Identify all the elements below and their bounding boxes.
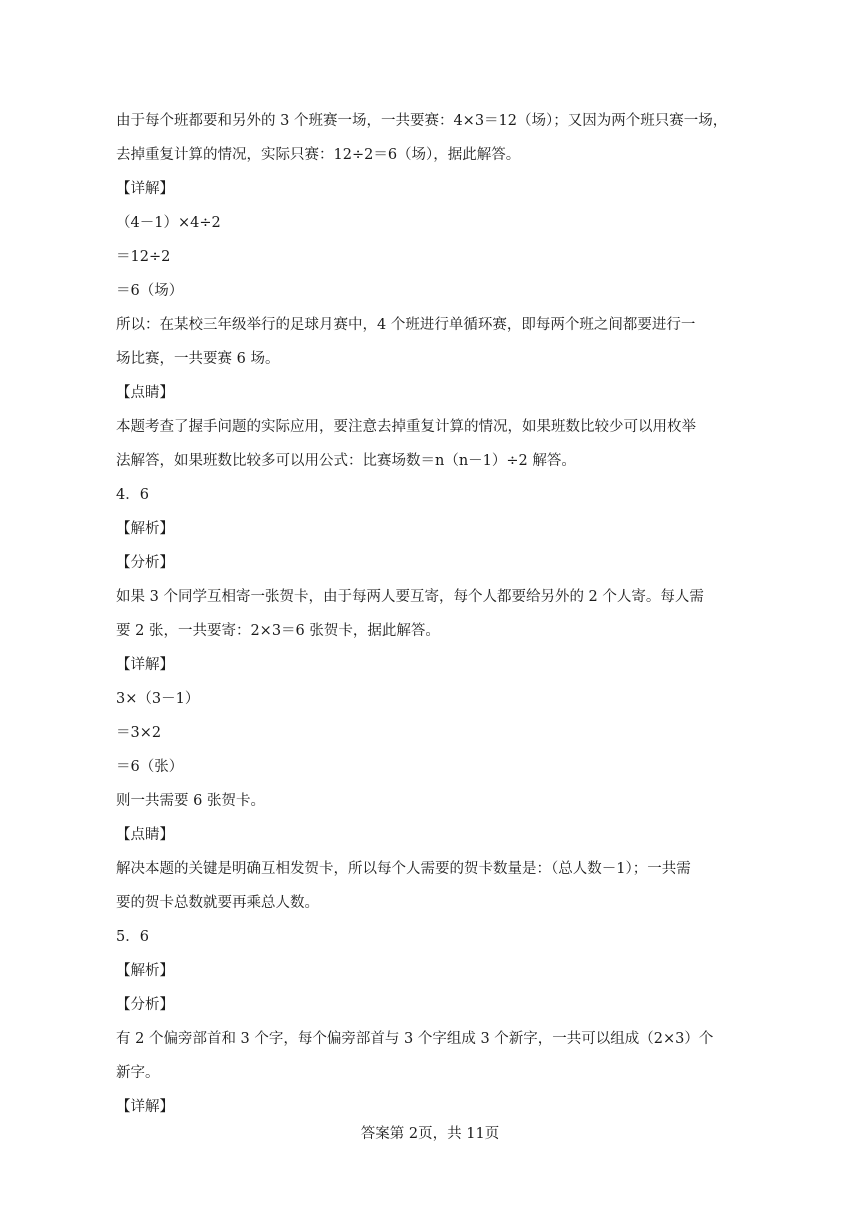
equation-line: ＝12÷2 (116, 249, 171, 265)
equation-line: （4－1）×4÷2 (116, 215, 221, 231)
text-line: 有 2 个偏旁部首和 3 个字，每个偏旁部首与 3 个字组成 3 个新字，一共可以组成（2×3）个 (116, 1031, 714, 1047)
text-line: 所以：在某校三年级举行的足球月赛中，4 个班进行单循环赛，即每两个班之间都要进行一 (116, 317, 696, 333)
text-line: 解决本题的关键是明确互相发贺卡，所以每个人需要的贺卡数量是：（总人数－1）；一共需 (116, 861, 691, 877)
text-line: 由于每个班都要和另外的 3 个班赛一场，一共要赛：4×3＝12（场）；又因为两个班只赛一场， (116, 113, 728, 129)
section-heading-detail: 【详解】 (116, 1099, 174, 1115)
page-footer: 答案第 2页，共 11页 (360, 1126, 500, 1142)
equation-line: ＝3×2 (116, 725, 162, 741)
text-line: 法解答，如果班数比较多可以用公式：比赛场数＝n（n－1）÷2 解答。 (116, 453, 576, 469)
text-line: 则一共需要 6 张贺卡。 (116, 793, 265, 809)
text-line: 本题考查了握手问题的实际应用，要注意去掉重复计算的情况，如果班数比较少可以用枚举 (116, 419, 696, 435)
section-heading-analysis: 【分析】 (116, 555, 174, 571)
section-heading-explanation: 【解析】 (116, 521, 174, 537)
document-body (116, 104, 746, 1124)
section-heading-detail: 【详解】 (116, 657, 174, 673)
equation-line: ＝6（场） (116, 283, 184, 299)
section-heading-comment: 【点睛】 (116, 827, 174, 843)
equation-line: 3×（3－1） (116, 691, 200, 707)
text-line: 去掉重复计算的情况，实际只赛：12÷2＝6（场），据此解答。 (116, 147, 521, 163)
section-heading-detail: 【详解】 (116, 181, 174, 197)
text-line: 要的贺卡总数就要再乘总人数。 (116, 895, 319, 911)
section-heading-analysis: 【分析】 (116, 997, 174, 1013)
text-line: 如果 3 个同学互相寄一张贺卡，由于每两人要互寄，每个人都要给另外的 2 个人寄。每人需 (116, 589, 704, 605)
section-heading-comment: 【点睛】 (116, 385, 174, 401)
question-answer: 4．6 (116, 487, 149, 503)
text-line: 要 2 张，一共要寄：2×3＝6 张贺卡，据此解答。 (116, 623, 440, 639)
question-answer: 5．6 (116, 929, 149, 945)
section-heading-explanation: 【解析】 (116, 963, 174, 979)
equation-line: ＝6（张） (116, 759, 184, 775)
text-line: 场比赛，一共要赛 6 场。 (116, 351, 280, 367)
text-line: 新字。 (116, 1065, 160, 1081)
